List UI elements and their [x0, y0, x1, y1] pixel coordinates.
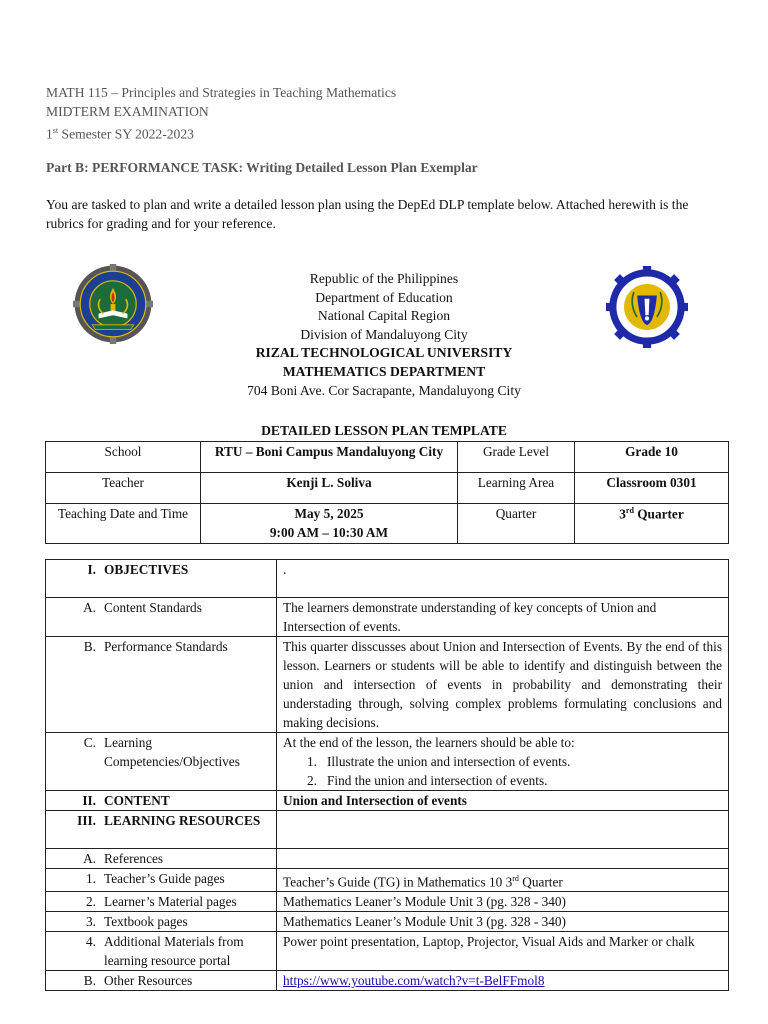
course-heading — [46, 83, 396, 144]
list-item: 2. Find the union and intersection of events. — [307, 773, 548, 788]
textbook-pages-label: 3. Textbook pages — [46, 912, 277, 932]
table-row — [46, 869, 729, 892]
table-row — [46, 442, 729, 473]
other-resources-label: B. Other Resources — [46, 971, 277, 991]
region-line: National Capital Region — [317, 308, 451, 324]
objectives-table — [45, 559, 729, 991]
table-row — [46, 932, 729, 971]
part-b-heading: Part B: PERFORMANCE TASK: Writing Detailed Lesson Plan Exemplar — [46, 160, 478, 175]
republic-line: Republic of the Philippines — [309, 271, 459, 286]
table-row — [46, 892, 729, 912]
table-row — [46, 912, 729, 932]
address-line: 704 Boni Ave. Cor Sacrapante, Mandaluyong City — [247, 382, 521, 398]
date-label: Teaching Date and Time — [46, 504, 201, 544]
lesson-info-table — [45, 441, 729, 544]
content-value: Union and Intersection of events — [277, 791, 729, 811]
table-row — [46, 733, 729, 791]
learning-area-value: Classroom 0301 — [575, 473, 729, 504]
table-row — [46, 598, 729, 637]
table-row — [46, 849, 729, 869]
dlp-title: DETAILED LESSON PLAN TEMPLATE — [261, 423, 507, 438]
time-value: 9:00 AM – 10:30 AM — [269, 524, 389, 540]
learning-resources-value — [277, 811, 729, 849]
school-value: RTU – Boni Campus Mandaluyong City — [201, 442, 458, 473]
institution-header — [0, 270, 768, 400]
date-time-value — [201, 504, 458, 544]
teacher-value: Kenji L. Soliva — [201, 473, 458, 504]
table-row — [46, 560, 729, 598]
table-row — [46, 811, 729, 849]
teachers-guide-value: Teacher’s Guide (TG) in Mathematics 10 3rd Quarter — [277, 869, 729, 892]
department-line: Department of Education — [315, 289, 453, 305]
grade-value: Grade 10 — [575, 442, 729, 473]
learning-competencies-label: C. Learning Competencies/Objectives — [46, 733, 277, 791]
content-standards-label: A. Content Standards — [46, 598, 277, 637]
school-label: School — [46, 442, 201, 473]
references-label: A. References — [46, 849, 277, 869]
learners-material-label: 2. Learner’s Material pages — [46, 892, 277, 912]
learners-material-value: Mathematics Leaner’s Module Unit 3 (pg. 328 - 340) — [277, 892, 729, 912]
learning-competencies-value: At the end of the lesson, the learners should be able to: 1. Illustrate the union and intersection of events. 2. Find the union and intersection of events. — [277, 733, 729, 791]
date-value: May 5, 2025 — [294, 506, 364, 521]
learning-resources-label: III. LEARNING RESOURCES — [46, 811, 277, 849]
table-row — [46, 473, 729, 504]
textbook-pages-value: Mathematics Leaner’s Module Unit 3 (pg. 328 - 340) — [277, 912, 729, 932]
objectives-heading-cell: I. OBJECTIVES — [46, 560, 277, 598]
quarter-label: Quarter — [458, 504, 575, 544]
content-label: II. CONTENT — [46, 791, 277, 811]
department-name: MATHEMATICS DEPARTMENT — [282, 363, 486, 379]
references-value — [277, 849, 729, 869]
table-row — [46, 637, 729, 733]
teacher-label: Teacher — [46, 473, 201, 504]
performance-standards-label: B. Performance Standards — [46, 637, 277, 733]
youtube-link[interactable]: https://www.youtube.com/watch?v=t-BelFFmol8 — [283, 973, 545, 989]
quarter-value: 3rd Quarter — [575, 504, 729, 544]
table-row — [46, 791, 729, 811]
university-name: RIZAL TECHNOLOGICAL UNIVERSITY — [255, 345, 513, 361]
grade-label: Grade Level — [458, 442, 575, 473]
table-row — [46, 504, 729, 544]
teachers-guide-label: 1. Teacher’s Guide pages — [46, 869, 277, 892]
exam-title: MIDTERM EXAMINATION — [46, 104, 209, 119]
content-standards-value: The learners demonstrate understanding of key concepts of Union and Intersection of events. — [277, 598, 729, 637]
list-item: 1. Illustrate the union and intersection of events. — [307, 754, 571, 769]
additional-materials-label: 4. Additional Materials from learning resource portal — [46, 932, 277, 971]
division-line: Division of Mandaluyong City — [300, 326, 468, 342]
additional-materials-value: Power point presentation, Laptop, Projector, Visual Aids and Marker or chalk — [277, 932, 729, 971]
table-row — [46, 971, 729, 991]
course-title: MATH 115 – Principles and Strategies in Teaching Mathematics — [46, 85, 397, 100]
performance-standards-value: This quarter disscusses about Union and Intersection of Events. By the end of this lesson. Learners or students will be able to identify and distinguish between the union and intersection of events in probability and demonstrating their understading through, solving complex problems formulating conclusions and making decisions. — [277, 637, 729, 733]
other-resources-value — [277, 971, 729, 991]
learning-area-label: Learning Area — [458, 473, 575, 504]
objectives-value: . — [277, 560, 729, 598]
intro-paragraph: You are tasked to plan and write a detailed lesson plan using the DepEd DLP template below. Attached herewith is the rubrics for grading and for your reference. — [46, 197, 689, 231]
competencies-list — [283, 752, 722, 790]
semester-line: 1st Semester SY 2022-2023 — [46, 126, 194, 142]
